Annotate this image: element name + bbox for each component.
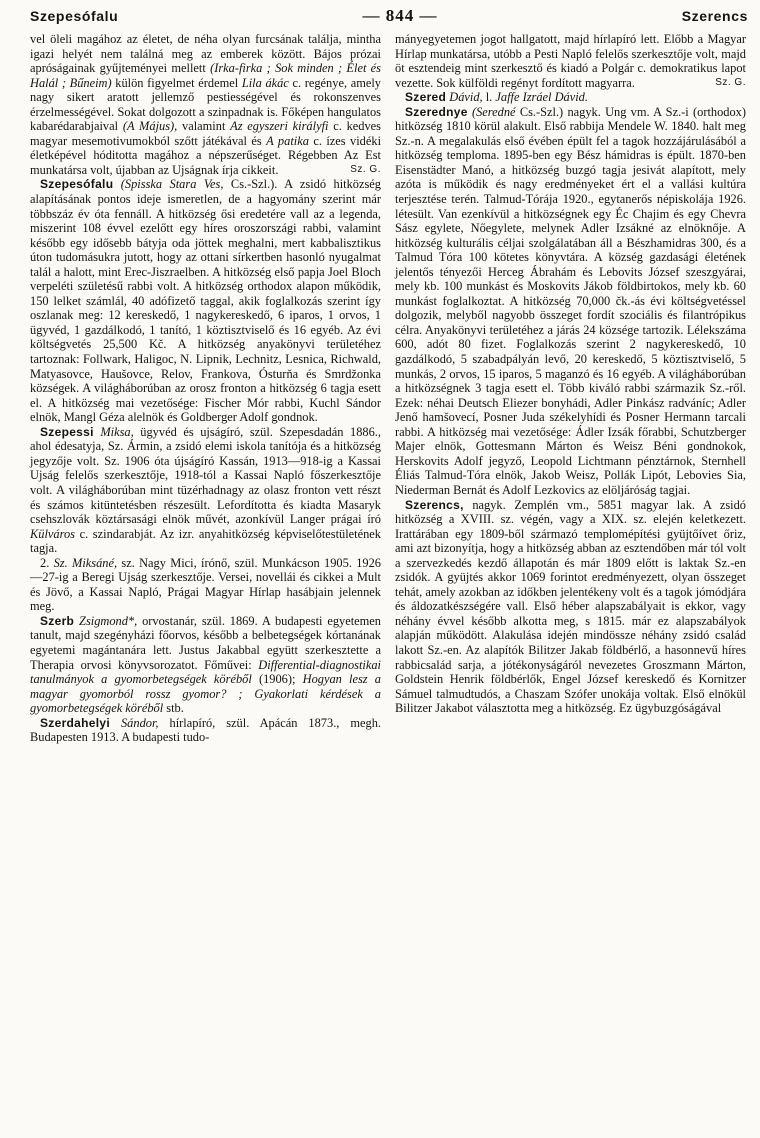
entry-szerdahelyi-sandor: Szerdahelyi Sándor, hírlapíró, szül. Apácán 1873., megh. Budapesten 1913. A budapesti tudo- [30, 715, 381, 745]
running-header [30, 6, 748, 28]
headword: Szerdahelyi [40, 715, 110, 730]
entry-continuation: vel öleli magához az életet, de néha olyan furcsának találja, mintha igazi helyét nem találná meg az emberek között. Bájos prózai apróságainak gyűjteményei mellett (Irka-firka ; Sok minden ; Élet és Halál ; Bűneim) külön figyelmet érdemel Lila ákác c. regénye, amely nagy sikert aratott jellemző pestiességével és rokonszenves érzelmességével. Sokat dolgozott a szinpadnak is. Főképen hangulatos kabarédarabjaival (A Május), valamint Az egyszeri királyfi c. kedves magyar mesemotivumokból szőtt játékával és A patika c. ízes vidéki életképével hóditotta magához a népszerűséget. Régebben Az Est munkatársa volt, újabban az Ujságnak írja cikkeit. Sz. G. [30, 32, 382, 177]
right-column [395, 32, 746, 745]
author-signature: Sz. G. [350, 163, 381, 175]
entry-szepesofalu: Szepesófalu (Spisska Stara Ves, Cs.-Szl.). A zsidó hitközség alapításának pontos ideje ismeretlen, de a hagyomány szerint már többszáz év óta fennáll. A hitközség ősi eredetére vall az a legenda, miszerint 108 évvel ezelőtt egy híres oroszországi rabbi, valamint később egy idősebb bátyja oda jöttek meghalni, mert kabbalisztikus úton tudomásukra jutott, hogy az ottani sírkertben hasonló nyugalmat talál a halott, mint Erec-Jiszraelben. A hitközség első papja Joel Bloch verpeléti születésű rabbi volt. A hitközség orthodox alapon működik, 150 lelket számlál, 40 adófizető taggal, akik foglalkozás szerint így oszlanak meg: 12 kereskedő, 1 nagykereskedő, 6 iparos, 1 orvos, 1 ügyvéd, 1 gazdálkodó, 1 tanító, 1 köztisztviselő és 16 egyéb. Az évi költségvetés 25,500 Kč. A hitközség anyakönyvi területéhez tartoznak: Follwark, Haligoc, N. Lipnik, Lechnitz, Lesnica, Richwald, Matyasovce, Haušovce, Relov, Frankova, Ósturňa és Smrdžonka községek. A világháborúban az orosz fronton a hitközség 6 tagja esett el. A hitközség mai vezetősége: Fischer Mór rabbi, Kuchl Sándor elnök, Mangl Géza alelnök és Goldberger Adolf gondnok. [30, 177, 381, 425]
page-number: — 844 — [362, 6, 438, 25]
entry-szerencs: Szerencs, nagyk. Zemplén vm., 5851 magyar lak. A zsidó hitközség a XVIII. sz. végén, vagy a XIX. sz. elején keletkezett. Irattárában egy 1809-ből származó templomépítési gyüjtőívet őriz, ami azt bizonyítja, hogy a hitközség abban az esztendőben már tól volt a szervezkedés kezdő állapotán és már 1809 előtt is laktak Sz.-en zsidók. A gyüjtés akkor 1069 forintot eredményezett, olyan összeget tehát, amely azokban az időkben jelentékeny volt és a tagok jómódjára és áldozatkészségére vall. Első héber alapszabályait is ekkor, vagy néhány évvel később alkotta meg, s 1815. már ez alapszabályok alapján működött. Alakulása idején mindössze néhány zsidó család lakott Sz.-en. Az alapítók Bilitzer Jakab földbérlő, a hasonnevű híres rabbicsalád sarja, a jótékonyságáról nevezetes Groszmann Márton, Goldstein Henrik földbérlők, Engel József kereskedő és Kornitzer Sámuel talmudtudós, a Chaszam Szófer unokája voltak. Első elnökül Bilitzer Jakabot választotta meg a hitközség. Ez ügybuzgóságával [395, 497, 746, 716]
header-left-keyword: Szepesófalu [30, 8, 119, 24]
entry-szerednye: Szerednye (Seredné Cs.-Szl.) nagyk. Ung vm. A Sz.-i (orthodox) hitközség 1810 körül alakult. Első rabbija Mendele W. 1840. halt meg Sz.-n. A megalakulás első évében épült fel a tagok hozzájárulásából a hitközség temploma. 1895-ben egy Bész hámidras is épült. 1870-ben Eisenstädter Manó, a hitközség buzgó tagja jesivát alapított, mely azóta is működik és nagy eredményeket ért el a vallási kultúra terjesztése terén. Talmud-Tórája 1920., egytanerős népiskolája 1926. létesült. Van ezenkívül a hitközségnek egy Éc Chajim és egy Chevra Sász egylete, Nőegylete, melynek Adler Izsákné az elnöknője. A hitközség kulturális céljai szolgálatában áll a Bészhamidras 300, és a Talmud Tóra 100 kötetes könyvtára. A község gazdasági életének jelentős tényezői Herceg Ábrahám és Lebovits József szeszgyárai, mely kb. 100 munkást és Moskovits Jákob földbirtokos, mely kb. 60 munkást foglalkoztat. A hitközség 70,000 čk.-ás évi költségvetéssel dolgozik, melyből nagyobb összeget fordít szociális és filantrópikus célra. Anyakönyvi területéhez a járás 24 községe tartozik. Lélekszáma 600, adót 80 fizet. Foglalkozás szerint 2 nagykereskedő, 10 gazdálkodó, 5 szabadpályán levő, 20 kereskedő, 5 köztisztviselő, 5 munkás, 2 orvos, 15 iparos, 5 maganzó és 16 egyéb. A világháborúban a hitközségnek 3 tagja esett el. Több kiváló rabbi származik Sz.-ről. Ezek: néhai Deutsch Eliezer bonyhádi, Adler Pinkász radváníc; Adler Jenő hamšovecí, Posner Juda székelyhídi és Posner Hermann tarcali rabbi. A hitközség mai vezetősége: Ádler Izsák főrabbi, Schutzberger Majer elnök, Gottesmann Márton és Weisz Béni gondnokok, Herskovits Adolf jegyző, Leopold Lichtmann pénztárnok, Sternhell Éliás Talmud-Tóra elnök, Jakob Weisz, Pollák Lipót, Lebovies Sia, Niederman Bernát és Adolf Lezkovics az elöljáróság tagjai. [395, 104, 746, 497]
author-signature: Sz. G. [715, 76, 746, 88]
entry-szered-david: Szered Dávid, l. Jaffe Izráel Dávid. [405, 90, 588, 105]
entry-szepessi-miksane: 2. Sz. Miksáné, sz. Nagy Mici, írónő, szül. Munkácson 1905. 1926—27-ig a Beregi Ujság szerkesztője. Versei, novellái és cikkei a Mult és Jövő, a Kassai Napló, Prágai Magyar Hírlap hasábjain jelennek meg. [30, 555, 381, 614]
text-columns [30, 32, 748, 745]
header-right-keyword: Szerencs [681, 8, 748, 24]
headword: Szerednye [405, 104, 468, 119]
entry-szepessi-miksa: Szepessi Miksa, ügyvéd és ujságíró, szül. Szepesdadán 1886., ahol édesatyja, Sz. Ármin, a zsidó elemi iskola tanítója és a hitközség jegyzője volt. Sz. 1906 óta újságíró Kassán, 1913—918-ig a Kassai Ujság felelős szerkesztője, 1918-tól a Kassai Napló főszerkesztője volt. A világháborúban mint tüzérhadnagy az olasz fronton vett részt és számos kitüntetésben részesült. Lefordította és kiadta Masaryk csehszlovák köztársasági elnök művét, azonkívül Langer prágai író Külváros c. szindarabját. Az izr. anyahitközség képviselőtestületének tagja. [30, 424, 381, 556]
headword: Szered [405, 90, 447, 105]
headword: Szepessi [40, 424, 94, 439]
left-column [30, 32, 381, 745]
entry-szerb-zsigmond: Szerb Zsigmond*, orvostanár, szül. 1869. A budapesti egyetemen tanult, majd szegényházi főorvos, később a belbetegségek kórtanának egyetemi magántanára lett. Justus Jakabbal együtt szerkesztette a Therapia orvosi könyvsorozatot. Főművei: Differential-diagnostikai tanulmányok a gyomorbetegségek köréből (1906); Hogyan lesz a magyar gyomorból rossz gyomor? ; Gyakorlati kérdések a gyomorbetegségek köréből stb. [30, 613, 382, 716]
headword: Szerencs, [405, 497, 464, 512]
entry-continuation: mányegyetemen jogot hallgatott, majd hírlapíró lett. Előbb a Magyar Hírlap munkatársa, utóbb a Pesti Napló felelős szerkesztője volt, majd öt esztendeig mint szerkesztő és kiadó a Polgár c. demokratikus lapot vezette. Sok külföldi regényt fordított magyarra. Sz. G. [395, 32, 746, 90]
headword: Szepesófalu [40, 177, 114, 192]
headword: Szerb [40, 613, 75, 628]
